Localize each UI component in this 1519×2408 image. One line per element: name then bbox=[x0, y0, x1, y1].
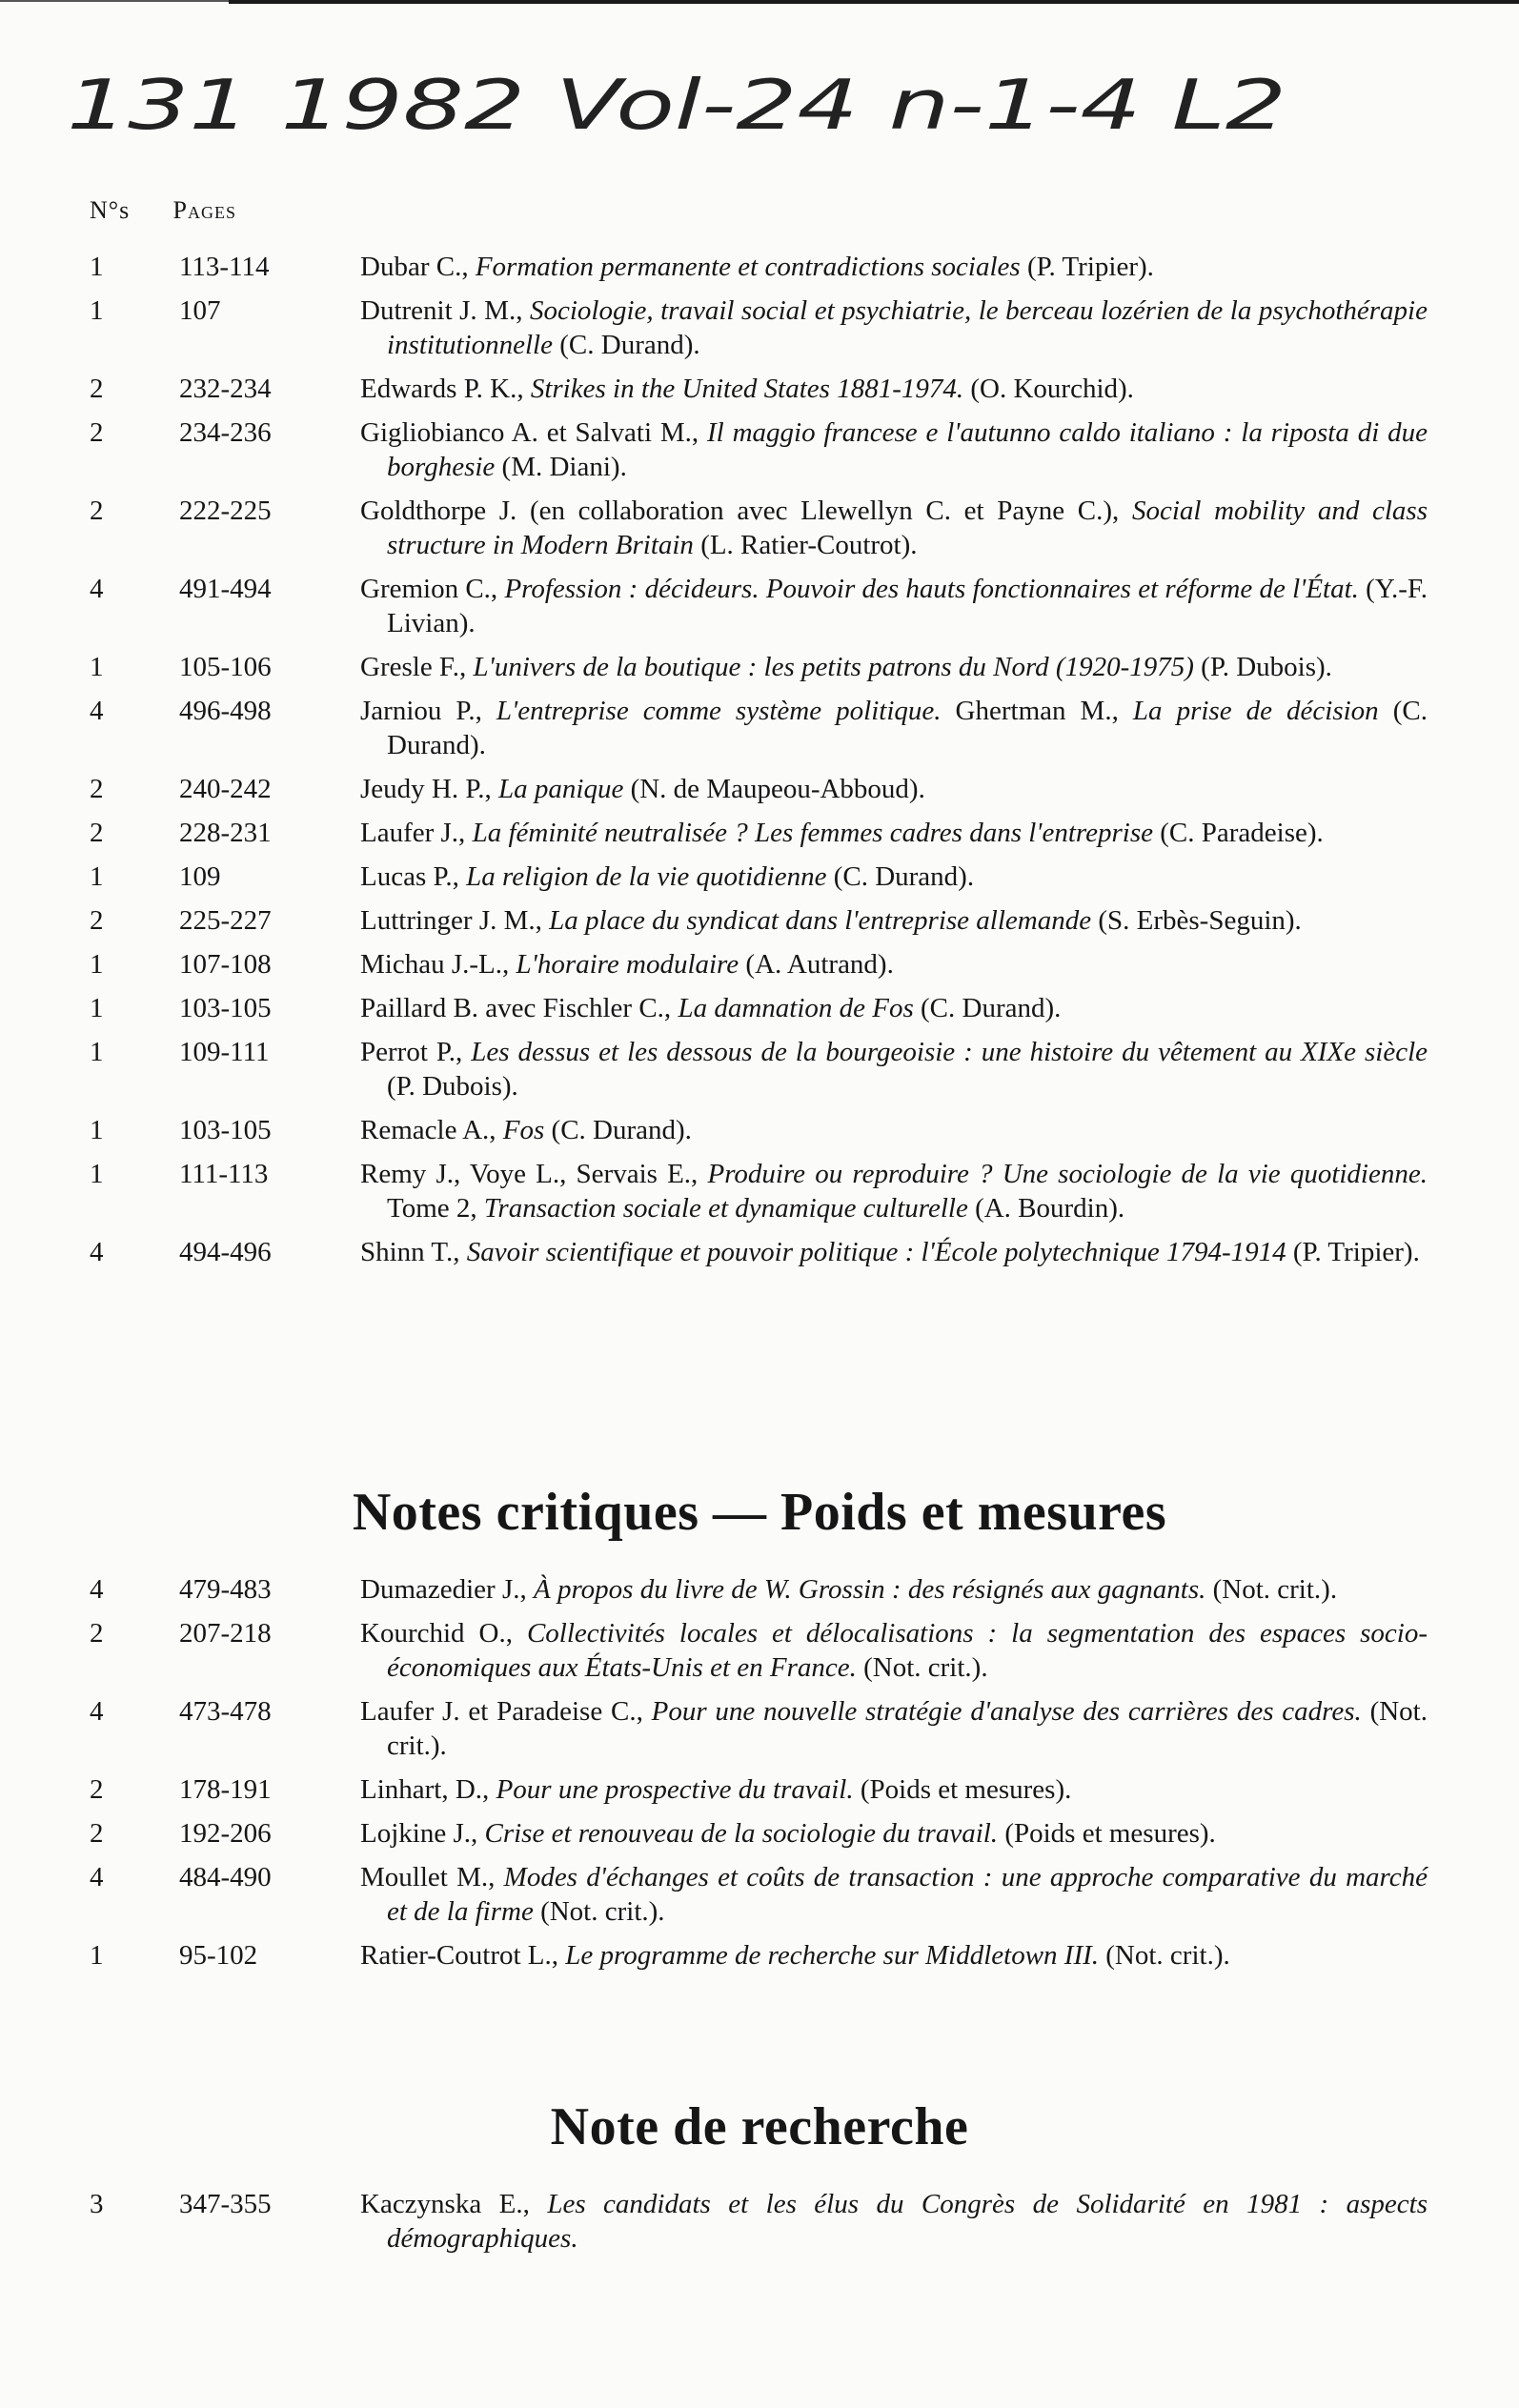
bibliography-entry bbox=[0, 1113, 1519, 1147]
entry-author: Edwards P. K., bbox=[360, 374, 531, 404]
entry-description bbox=[360, 250, 1428, 284]
handwritten-annotation bbox=[67, 52, 1448, 157]
entry-reviewer: (Not. crit.). bbox=[1099, 1940, 1230, 1971]
entry-author: Lucas P., bbox=[360, 861, 467, 892]
entry-description bbox=[360, 572, 1428, 640]
entry-text bbox=[360, 250, 1428, 284]
bibliography-entry bbox=[0, 1938, 1519, 1973]
entry-reviewer: Tome 2, bbox=[387, 1193, 484, 1224]
entry-text bbox=[360, 2187, 1428, 2256]
entry-author: Gresle F., bbox=[360, 652, 474, 682]
entry-reviewer: (P. Tripier). bbox=[1020, 252, 1154, 282]
issue-number: 2 bbox=[90, 774, 104, 804]
issue-number: 2 bbox=[90, 905, 104, 936]
issue-number: 1 bbox=[90, 1940, 104, 1971]
entry-text bbox=[360, 1860, 1428, 1929]
issue-number: 2 bbox=[90, 818, 104, 848]
entry-title: Pour une nouvelle stratégie d'analyse des carrières des cadres. bbox=[651, 1696, 1362, 1727]
entry-description bbox=[360, 650, 1428, 684]
entry-text bbox=[360, 1938, 1428, 1973]
bibliography-entry bbox=[0, 772, 1519, 806]
entry-text bbox=[360, 947, 1428, 981]
entry-text bbox=[360, 1572, 1428, 1607]
bibliography-entry bbox=[0, 494, 1519, 562]
entry-reviewer: (P. Dubois). bbox=[1193, 652, 1332, 682]
page-range: 484-490 bbox=[179, 1862, 272, 1892]
page-range: 105-106 bbox=[179, 652, 272, 682]
entry-description bbox=[360, 1616, 1428, 1685]
entry-description bbox=[360, 947, 1428, 981]
entry-author: Gremion C., bbox=[360, 574, 505, 604]
header-pages: Pages bbox=[172, 196, 236, 224]
bibliography-entry bbox=[0, 650, 1519, 684]
entry-description bbox=[360, 1113, 1428, 1147]
entry-text bbox=[360, 572, 1428, 640]
entry-reviewer: (C. Durand). bbox=[544, 1115, 692, 1145]
entry-reviewer-secondary: (A. Bourdin). bbox=[967, 1193, 1125, 1224]
entry-description bbox=[360, 1938, 1428, 1973]
entry-description bbox=[360, 1157, 1428, 1225]
header-nos: N°s bbox=[90, 196, 131, 224]
entry-author: Laufer J., bbox=[360, 818, 473, 848]
issue-number: 4 bbox=[90, 696, 104, 726]
issue-number: 1 bbox=[90, 652, 104, 682]
entry-title: Sociologie, travail social et psychiatrie, le berceau lozérien de la psychothérapie institutionnelle bbox=[387, 295, 1428, 360]
page-range: 232-234 bbox=[179, 374, 272, 404]
entry-reviewer: Ghertman M., bbox=[941, 696, 1133, 726]
section-title-note-de-recherche: Note de recherche bbox=[550, 2097, 969, 2156]
entry-description bbox=[360, 694, 1428, 762]
entry-description bbox=[360, 991, 1428, 1025]
bibliography-entry bbox=[0, 694, 1519, 762]
entry-text bbox=[360, 1235, 1428, 1269]
bibliography-entry bbox=[0, 1616, 1519, 1685]
page-range: 228-231 bbox=[179, 818, 272, 848]
bibliography-entry bbox=[0, 1157, 1519, 1225]
issue-number: 1 bbox=[90, 295, 104, 326]
entry-title: La place du syndicat dans l'entreprise allemande bbox=[549, 905, 1092, 936]
entry-author: Jarniou P., bbox=[360, 696, 496, 726]
entry-reviewer: (Not. crit.). bbox=[856, 1652, 988, 1683]
entry-description bbox=[360, 1772, 1428, 1807]
page-range: 479-483 bbox=[179, 1574, 272, 1605]
entry-text bbox=[360, 816, 1428, 850]
entry-text bbox=[360, 694, 1428, 762]
entry-description bbox=[360, 1235, 1428, 1269]
entry-reviewer: (O. Kourchid). bbox=[963, 374, 1134, 404]
top-rule bbox=[229, 0, 1519, 4]
entry-description bbox=[360, 415, 1428, 484]
issue-number: 4 bbox=[90, 1237, 104, 1267]
entry-author: Luttringer J. M., bbox=[360, 905, 550, 936]
entry-description bbox=[360, 1816, 1428, 1851]
entry-author: Shinn T., bbox=[360, 1237, 467, 1267]
entry-title: L'entreprise comme système politique. bbox=[496, 696, 942, 726]
entry-text bbox=[360, 991, 1428, 1025]
entry-reviewer: (Not. crit.). bbox=[1205, 1574, 1338, 1605]
entry-text bbox=[360, 372, 1428, 406]
issue-number: 1 bbox=[90, 861, 104, 892]
reviews-list bbox=[0, 250, 1519, 1279]
page-range: 95-102 bbox=[179, 1940, 258, 1971]
entry-description bbox=[360, 772, 1428, 806]
entry-title: Collectivités locales et délocalisations : la segmentation des espaces socio-économiques aux États-Unis et en France. bbox=[387, 1618, 1428, 1683]
bibliography-entry bbox=[0, 572, 1519, 640]
handwritten-annotation-graphic bbox=[67, 52, 1448, 157]
entry-reviewer: (C. Paradeise). bbox=[1153, 818, 1324, 848]
entry-text bbox=[360, 1113, 1428, 1147]
bibliography-entry bbox=[0, 1860, 1519, 1929]
page-range: 103-105 bbox=[179, 993, 272, 1023]
bibliography-entry bbox=[0, 1035, 1519, 1103]
entry-reviewer: (S. Erbès-Seguin). bbox=[1091, 905, 1302, 936]
entry-text bbox=[360, 1816, 1428, 1851]
entry-reviewer: (L. Ratier-Coutrot). bbox=[693, 530, 918, 560]
issue-number: 2 bbox=[90, 1774, 104, 1805]
issue-number: 1 bbox=[90, 252, 104, 282]
entry-description bbox=[360, 1694, 1428, 1763]
entry-author: Linhart, D., bbox=[360, 1774, 496, 1805]
entry-text bbox=[360, 1694, 1428, 1763]
entry-author: Lojkine J., bbox=[360, 1818, 485, 1849]
entry-reviewer: (Poids et mesures). bbox=[998, 1818, 1216, 1849]
entry-author: Perrot P., bbox=[360, 1037, 472, 1067]
handwritten-text: 131 1982 Vol-24 n-1-4 L2 bbox=[67, 65, 1286, 145]
issue-number: 4 bbox=[90, 1574, 104, 1605]
entry-reviewer: (A. Autrand). bbox=[739, 949, 894, 980]
entry-description bbox=[360, 2187, 1428, 2256]
page-range: 192-206 bbox=[179, 1818, 272, 1849]
entry-text bbox=[360, 1157, 1428, 1225]
entry-reviewer-secondary: (C. Durand). bbox=[387, 696, 1428, 760]
page-range: 107 bbox=[179, 295, 221, 326]
entry-title: Fos bbox=[502, 1115, 545, 1145]
entry-description bbox=[360, 293, 1428, 362]
entry-reviewer: (Poids et mesures). bbox=[853, 1774, 1072, 1805]
bibliography-entry bbox=[0, 903, 1519, 938]
entry-description bbox=[360, 494, 1428, 562]
entry-text bbox=[360, 293, 1428, 362]
issue-number: 3 bbox=[90, 2189, 104, 2219]
entry-text bbox=[360, 415, 1428, 484]
issue-number: 2 bbox=[90, 1818, 104, 1849]
entry-text bbox=[360, 1772, 1428, 1807]
bibliography-entry bbox=[0, 2187, 1519, 2256]
entry-title: Crise et renouveau de la sociologie du travail. bbox=[484, 1818, 999, 1849]
bibliography-entry bbox=[0, 947, 1519, 981]
page-range: 107-108 bbox=[179, 949, 272, 980]
page-range: 496-498 bbox=[179, 696, 272, 726]
page-range: 234-236 bbox=[179, 417, 272, 448]
entry-title: Les dessus et les dessous de la bourgeoisie : une histoire du vêtement au XIXe siècle bbox=[471, 1037, 1428, 1067]
entry-author: Michau J.-L., bbox=[360, 949, 516, 980]
issue-number: 4 bbox=[90, 574, 104, 604]
entry-text bbox=[360, 903, 1428, 938]
bibliography-entry bbox=[0, 991, 1519, 1025]
issue-number: 1 bbox=[90, 949, 104, 980]
page-range: 109-111 bbox=[179, 1037, 270, 1067]
entry-title: Pour une prospective du travail. bbox=[496, 1774, 854, 1805]
entry-reviewer: (Y.-F. Livian). bbox=[387, 574, 1428, 638]
page-range: 494-496 bbox=[179, 1237, 272, 1267]
entry-text bbox=[360, 772, 1428, 806]
entry-title: Il maggio francese e l'autunno caldo italiano : la riposta di due borghesie bbox=[387, 417, 1428, 482]
bibliography-entry bbox=[0, 415, 1519, 484]
page-range: 225-227 bbox=[179, 905, 272, 936]
page-range: 491-494 bbox=[179, 574, 272, 604]
issue-number: 1 bbox=[90, 993, 104, 1023]
entry-title: À propos du livre de W. Grossin : des résignés aux gagnants. bbox=[534, 1574, 1206, 1605]
issue-number: 4 bbox=[90, 1696, 104, 1727]
entry-reviewer: (Not. crit.). bbox=[533, 1896, 665, 1927]
entry-reviewer: (N. de Maupeou-Abboud). bbox=[623, 774, 925, 804]
entry-text bbox=[360, 1616, 1428, 1685]
entry-description bbox=[360, 860, 1428, 894]
entry-description bbox=[360, 816, 1428, 850]
issue-number: 1 bbox=[90, 1159, 104, 1189]
page-range: 109 bbox=[179, 861, 221, 892]
page-range: 240-242 bbox=[179, 774, 272, 804]
entry-description bbox=[360, 372, 1428, 406]
entry-title: Produire ou reproduire ? Une sociologie de la vie quotidienne. bbox=[707, 1159, 1428, 1189]
entry-text bbox=[360, 494, 1428, 562]
page-range: 347-355 bbox=[179, 2189, 272, 2219]
entry-author: Moullet M., bbox=[360, 1862, 504, 1892]
entry-author: Paillard B. avec Fischler C., bbox=[360, 993, 678, 1023]
bibliography-entry bbox=[0, 1694, 1519, 1763]
bibliography-entry bbox=[0, 1772, 1519, 1807]
entry-author: Ratier-Coutrot L., bbox=[360, 1940, 566, 1971]
issue-number: 2 bbox=[90, 417, 104, 448]
page-range: 103-105 bbox=[179, 1115, 272, 1145]
bibliography-entry bbox=[0, 1816, 1519, 1851]
entry-reviewer: (P. Dubois). bbox=[387, 1071, 518, 1102]
entry-title: La panique bbox=[498, 774, 624, 804]
column-headers bbox=[90, 196, 236, 225]
entry-title-secondary: Transaction sociale et dynamique culturelle bbox=[483, 1193, 968, 1224]
entry-title: La damnation de Fos bbox=[678, 993, 914, 1023]
entry-title: Profession : décideurs. Pouvoir des hauts fonctionnaires et réforme de l'État. bbox=[504, 574, 1359, 604]
bibliography-entry bbox=[0, 816, 1519, 850]
page-range: 207-218 bbox=[179, 1618, 272, 1649]
entry-author: Dumazedier J., bbox=[360, 1574, 534, 1605]
entry-title: La religion de la vie quotidienne bbox=[466, 861, 827, 892]
entry-author: Dutrenit J. M., bbox=[360, 295, 530, 326]
entry-title: Savoir scientifique et pouvoir politique : l'École polytechnique 1794-1914 bbox=[466, 1237, 1286, 1267]
entry-author: Remy J., Voye L., Servais E., bbox=[360, 1159, 708, 1189]
entry-description bbox=[360, 1860, 1428, 1929]
entry-author: Goldthorpe J. (en collaboration avec Llewellyn C. et Payne C.), bbox=[360, 496, 1132, 526]
issue-number: 4 bbox=[90, 1862, 104, 1892]
entry-description bbox=[360, 903, 1428, 938]
notes-critiques-list bbox=[0, 1572, 1519, 1982]
bibliography-entry bbox=[0, 860, 1519, 894]
bibliography-entry bbox=[0, 1572, 1519, 1607]
entry-title: Modes d'échanges et coûts de transaction : une approche comparative du marché et de la firme bbox=[387, 1862, 1428, 1927]
entry-reviewer: (M. Diani). bbox=[495, 452, 627, 482]
entry-title: Strikes in the United States 1881-1974. bbox=[530, 374, 964, 404]
page-range: 473-478 bbox=[179, 1696, 272, 1727]
entry-reviewer: (P. Tripier). bbox=[1286, 1237, 1420, 1267]
bibliography-entry bbox=[0, 372, 1519, 406]
page-range: 113-114 bbox=[179, 252, 270, 282]
bibliography-entry bbox=[0, 293, 1519, 362]
page-range: 111-113 bbox=[179, 1159, 269, 1189]
entry-author: Laufer J. et Paradeise C., bbox=[360, 1696, 652, 1727]
entry-title: Le programme de recherche sur Middletown III. bbox=[565, 1940, 1100, 1971]
top-edge-mark bbox=[0, 0, 248, 2]
issue-number: 1 bbox=[90, 1115, 104, 1145]
bibliography-entry bbox=[0, 250, 1519, 284]
issue-number: 2 bbox=[90, 374, 104, 404]
entry-title: Formation permanente et contradictions sociales bbox=[475, 252, 1021, 282]
issue-number: 2 bbox=[90, 496, 104, 526]
issue-number: 2 bbox=[90, 1618, 104, 1649]
entry-author: Dubar C., bbox=[360, 252, 476, 282]
bibliography-entry bbox=[0, 1235, 1519, 1269]
issue-number: 1 bbox=[90, 1037, 104, 1067]
note-de-recherche-list bbox=[0, 2187, 1519, 2265]
entry-author: Kaczynska E., bbox=[360, 2189, 548, 2219]
entry-description bbox=[360, 1572, 1428, 1607]
entry-title: Les candidats et les élus du Congrès de Solidarité en 1981 : aspects démographiques. bbox=[387, 2189, 1428, 2254]
entry-text bbox=[360, 650, 1428, 684]
entry-title: L'horaire modulaire bbox=[516, 949, 739, 980]
entry-author: Jeudy H. P., bbox=[360, 774, 499, 804]
entry-author: Remacle A., bbox=[360, 1115, 503, 1145]
page-range: 178-191 bbox=[179, 1774, 272, 1805]
entry-description bbox=[360, 1035, 1428, 1103]
entry-author: Gigliobianco A. et Salvati M., bbox=[360, 417, 708, 448]
entry-title-secondary: La prise de décision bbox=[1132, 696, 1379, 726]
entry-reviewer: (C. Durand). bbox=[826, 861, 975, 892]
page-range: 222-225 bbox=[179, 496, 272, 526]
entry-text bbox=[360, 1035, 1428, 1103]
entry-reviewer: (Not. crit.). bbox=[387, 1696, 1428, 1761]
entry-title: L'univers de la boutique : les petits patrons du Nord (1920-1975) bbox=[473, 652, 1194, 682]
entry-text bbox=[360, 860, 1428, 894]
entry-title: Social mobility and class structure in Modern Britain bbox=[387, 496, 1428, 560]
section-title-notes-critiques: Notes critiques — Poids et mesures bbox=[352, 1483, 1167, 1542]
entry-title: La féminité neutralisée ? Les femmes cadres dans l'entreprise bbox=[472, 818, 1154, 848]
entry-author: Kourchid O., bbox=[360, 1618, 527, 1649]
entry-reviewer: (C. Durand). bbox=[553, 330, 700, 360]
entry-reviewer: (C. Durand). bbox=[913, 993, 1062, 1023]
